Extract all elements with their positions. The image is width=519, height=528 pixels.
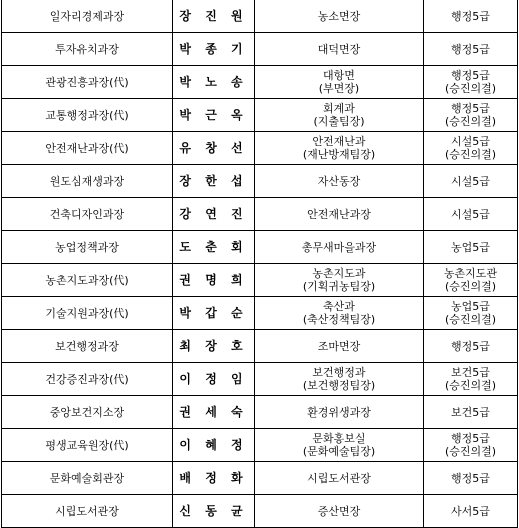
previous-position-line: (지출팀장) <box>313 115 365 128</box>
grade-cell <box>424 198 518 231</box>
table-row <box>2 198 518 231</box>
grade-line: 농업5급 <box>451 300 490 313</box>
department-cell: 문화예술회관장 <box>2 462 173 495</box>
table-row <box>2 429 518 462</box>
department-cell: 보건행정과장 <box>2 330 173 363</box>
previous-position-line: 안전재난과 <box>312 135 366 148</box>
table-row <box>2 165 518 198</box>
previous-position-line: 농소면장 <box>317 9 361 23</box>
grade-cell <box>424 132 518 165</box>
person-name-cell: 배 정 화 <box>173 462 255 495</box>
previous-position-line: 축산과 <box>323 300 355 313</box>
grade-cell <box>424 231 518 264</box>
grade-cell <box>424 66 518 99</box>
previous-position-line: 대덕면장 <box>317 42 361 56</box>
grade-line: 행정5급 <box>451 432 490 445</box>
grade-line: 행정5급 <box>451 102 490 115</box>
grade-cell <box>424 396 518 429</box>
department-cell: 농업정책과장 <box>2 231 173 264</box>
previous-position-line: 총무새마을과장 <box>301 240 377 254</box>
previous-position-cell <box>255 99 424 132</box>
previous-position-cell <box>255 132 424 165</box>
previous-position-line: 농촌지도과 <box>312 267 366 280</box>
grade-line: 행정5급 <box>451 9 490 23</box>
person-name-cell: 신 동 균 <box>173 495 255 528</box>
person-name-cell: 장 한 섭 <box>173 165 255 198</box>
grade-line: (승진의결) <box>444 115 497 128</box>
grade-cell <box>424 99 518 132</box>
grade-cell <box>424 264 518 297</box>
grade-line: 보건5급 <box>451 366 490 379</box>
department-cell: 안전재난과장(代) <box>2 132 173 165</box>
table-row <box>2 99 518 132</box>
previous-position-line: 보건행정과 <box>312 366 366 379</box>
previous-position-line: (문화예술팀장) <box>302 445 376 458</box>
person-name-cell: 최 장 호 <box>173 330 255 363</box>
table-row <box>2 330 518 363</box>
previous-position-cell <box>255 66 424 99</box>
previous-position-line: 대항면 <box>323 69 355 82</box>
previous-position-cell <box>255 198 424 231</box>
person-name-cell: 이 혜 정 <box>173 429 255 462</box>
previous-position-line: 환경위생과장 <box>307 405 371 419</box>
table-row <box>2 66 518 99</box>
previous-position-line: (축산정책팀장) <box>302 313 376 326</box>
appointment-table-body <box>2 0 518 528</box>
department-cell: 투자유치과장 <box>2 33 173 66</box>
previous-position-line: (보건행정팀장) <box>302 379 376 392</box>
person-name-cell: 박 갑 순 <box>173 297 255 330</box>
department-cell: 관광진흥과장(代) <box>2 66 173 99</box>
grade-line: (승진의결) <box>444 379 497 392</box>
grade-line: 시설5급 <box>451 174 490 188</box>
previous-position-line: (기획귀농팀장) <box>302 280 376 293</box>
previous-position-line: 자산동장 <box>317 174 361 188</box>
department-cell: 농촌지도과장(代) <box>2 264 173 297</box>
grade-cell <box>424 0 518 33</box>
previous-position-cell <box>255 495 424 528</box>
department-cell: 중앙보건지소장 <box>2 396 173 429</box>
table-row <box>2 297 518 330</box>
table-row <box>2 495 518 528</box>
grade-line: (승진의결) <box>444 445 497 458</box>
appointment-table <box>1 0 518 528</box>
previous-position-line: 문화홍보실 <box>312 432 366 445</box>
previous-position-cell <box>255 462 424 495</box>
grade-cell <box>424 330 518 363</box>
department-cell: 일자리경제과장 <box>2 0 173 33</box>
grade-line: (승진의결) <box>444 313 497 326</box>
person-name-cell: 박 근 옥 <box>173 99 255 132</box>
previous-position-cell <box>255 330 424 363</box>
grade-cell <box>424 165 518 198</box>
grade-line: 시설5급 <box>451 207 490 221</box>
person-name-cell: 박 종 기 <box>173 33 255 66</box>
person-name-cell: 권 명 희 <box>173 264 255 297</box>
table-row <box>2 363 518 396</box>
table-row <box>2 264 518 297</box>
grade-line: 사서5급 <box>451 504 490 518</box>
table-row <box>2 462 518 495</box>
previous-position-line: (재난방재팀장) <box>302 148 376 161</box>
previous-position-cell <box>255 165 424 198</box>
person-name-cell: 장 진 원 <box>173 0 255 33</box>
table-row <box>2 0 518 33</box>
table-row <box>2 132 518 165</box>
grade-line: 시설5급 <box>451 135 490 148</box>
department-cell: 기술지원과장(代) <box>2 297 173 330</box>
table-row <box>2 33 518 66</box>
previous-position-line: 조마면장 <box>317 339 361 353</box>
previous-position-cell <box>255 297 424 330</box>
grade-cell <box>424 33 518 66</box>
previous-position-line: 회계과 <box>323 102 355 115</box>
grade-line: 행정5급 <box>451 42 490 56</box>
grade-line: (승진의결) <box>444 82 497 95</box>
grade-cell <box>424 462 518 495</box>
department-cell: 건강증진과장(代) <box>2 363 173 396</box>
previous-position-cell <box>255 0 424 33</box>
grade-line: 보건5급 <box>451 405 490 419</box>
grade-line: (승진의결) <box>444 148 497 161</box>
previous-position-cell <box>255 363 424 396</box>
previous-position-line: 증산면장 <box>317 504 361 518</box>
department-cell: 건축디자인과장 <box>2 198 173 231</box>
person-name-cell: 이 정 임 <box>173 363 255 396</box>
table-row <box>2 231 518 264</box>
grade-cell <box>424 363 518 396</box>
grade-line: 농촌지도관 <box>443 267 498 280</box>
department-cell: 교통행정과장(代) <box>2 99 173 132</box>
previous-position-cell <box>255 264 424 297</box>
grade-cell <box>424 297 518 330</box>
person-name-cell: 강 연 진 <box>173 198 255 231</box>
grade-line: 행정5급 <box>451 471 490 485</box>
department-cell: 평생교육원장(代) <box>2 429 173 462</box>
previous-position-cell <box>255 396 424 429</box>
grade-line: 행정5급 <box>451 339 490 353</box>
previous-position-cell <box>255 429 424 462</box>
previous-position-cell <box>255 231 424 264</box>
previous-position-cell <box>255 33 424 66</box>
table-row <box>2 396 518 429</box>
grade-cell <box>424 495 518 528</box>
person-name-cell: 도 춘 회 <box>173 231 255 264</box>
previous-position-line: (부면장) <box>318 82 360 95</box>
person-name-cell: 권 세 숙 <box>173 396 255 429</box>
department-cell: 시립도서관장 <box>2 495 173 528</box>
grade-line: (승진의결) <box>444 280 497 293</box>
grade-line: 행정5급 <box>451 69 490 82</box>
person-name-cell: 박 노 송 <box>173 66 255 99</box>
grade-line: 농업5급 <box>451 240 490 254</box>
grade-cell <box>424 429 518 462</box>
previous-position-line: 시립도서관장 <box>307 471 371 485</box>
person-name-cell: 유 창 선 <box>173 132 255 165</box>
previous-position-line: 안전재난과장 <box>307 207 371 221</box>
department-cell: 원도심재생과장 <box>2 165 173 198</box>
